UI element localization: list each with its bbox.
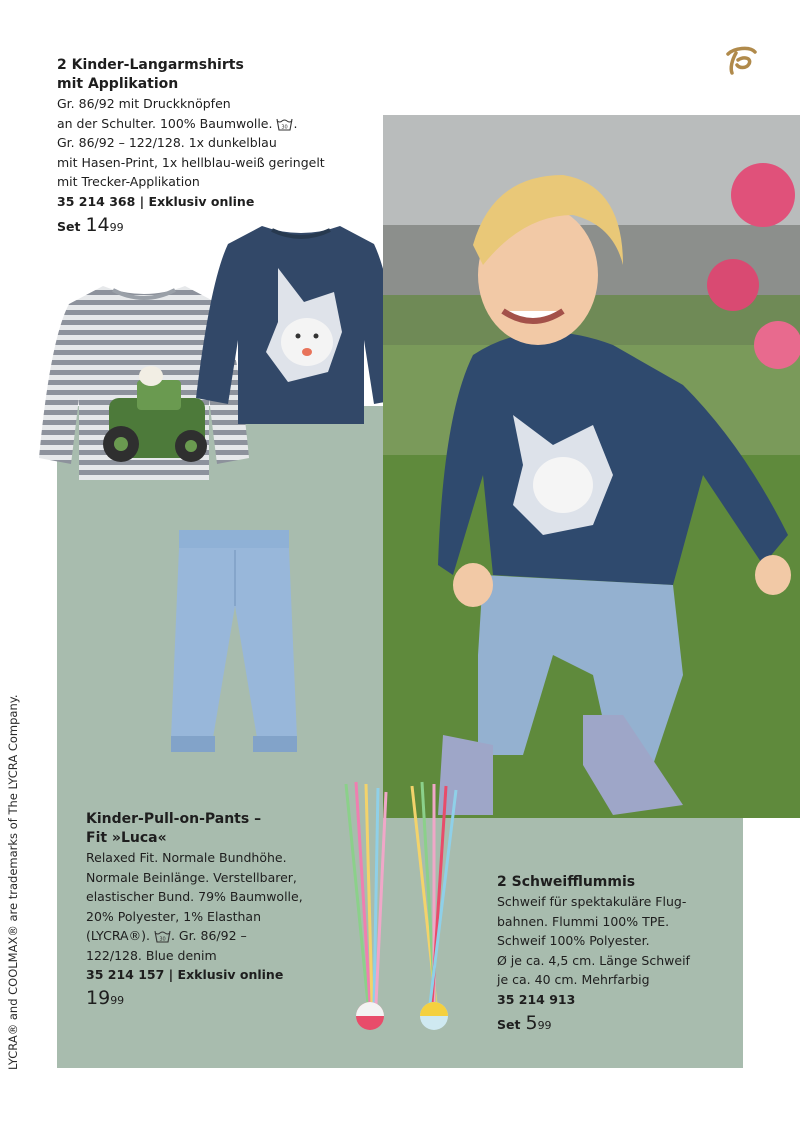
product-description: Relaxed Fit. Normale Bundhöhe. Normale Beinlänge. Verstellbarer, elastischer Bund. 79% Baumwolle, 20% Polyester, 1% Elasthan (LYCRA®). 30 . Gr. 86/92 – 122/128. Blue denim bbox=[86, 850, 303, 963]
price-main: 19 bbox=[86, 987, 111, 1009]
tchibo-logo-icon bbox=[722, 44, 758, 76]
price: Set 14 99 bbox=[57, 213, 124, 236]
trademark-note: LYCRA® and COOLMAX® are trademarks of The LYCRA Company. bbox=[6, 694, 20, 1070]
price-main: 5 bbox=[525, 1011, 538, 1034]
jeans-image bbox=[165, 528, 305, 756]
article-number: 35 214 913 bbox=[497, 991, 576, 1007]
wash-30-icon bbox=[154, 930, 171, 943]
price: Set 5 99 bbox=[497, 1011, 552, 1034]
product-title: 2 Schweifflummis bbox=[497, 874, 636, 890]
product-title: 2 Kinder-Langarmshirts mit Applikation bbox=[57, 57, 244, 92]
product-tail-balls bbox=[497, 873, 717, 1034]
product-description: Gr. 86/92 mit Druckknöpfen an der Schulter. 100% Baumwolle. 30 . Gr. 86/92 – 122/128. 1x dunkelblau mit Hasen-Print, 1x hellblau-weiß geringelt mit Trecker-Applikation bbox=[57, 96, 325, 189]
article-number: 35 214 368 | Exklusiv online bbox=[57, 193, 255, 209]
price: 19 99 bbox=[86, 987, 125, 1009]
product-title: Kinder-Pull-on-Pants – Fit »Luca« bbox=[86, 811, 262, 846]
tail-balls-image bbox=[340, 778, 470, 1050]
wash-30-icon bbox=[276, 118, 293, 131]
svg-text:30: 30 bbox=[281, 124, 289, 130]
price-label: Set bbox=[497, 1016, 521, 1032]
product-description: Schweif für spektakuläre Flug- bahnen. Flummi 100% TPE. Schweif 100% Polyester. Ø je ca. 4,5 cm. Länge Schweif je ca. 40 cm. Mehrfarbig bbox=[497, 894, 690, 987]
boy-photo bbox=[383, 115, 800, 818]
svg-text:30: 30 bbox=[159, 936, 166, 943]
price-label: Set bbox=[57, 218, 81, 234]
article-number: 35 214 157 | Exklusiv online bbox=[86, 967, 284, 982]
navy-bunny-shirt-image bbox=[192, 222, 410, 428]
product-pants bbox=[86, 810, 326, 1009]
product-shirts bbox=[57, 56, 377, 236]
price-main: 14 bbox=[85, 213, 110, 236]
